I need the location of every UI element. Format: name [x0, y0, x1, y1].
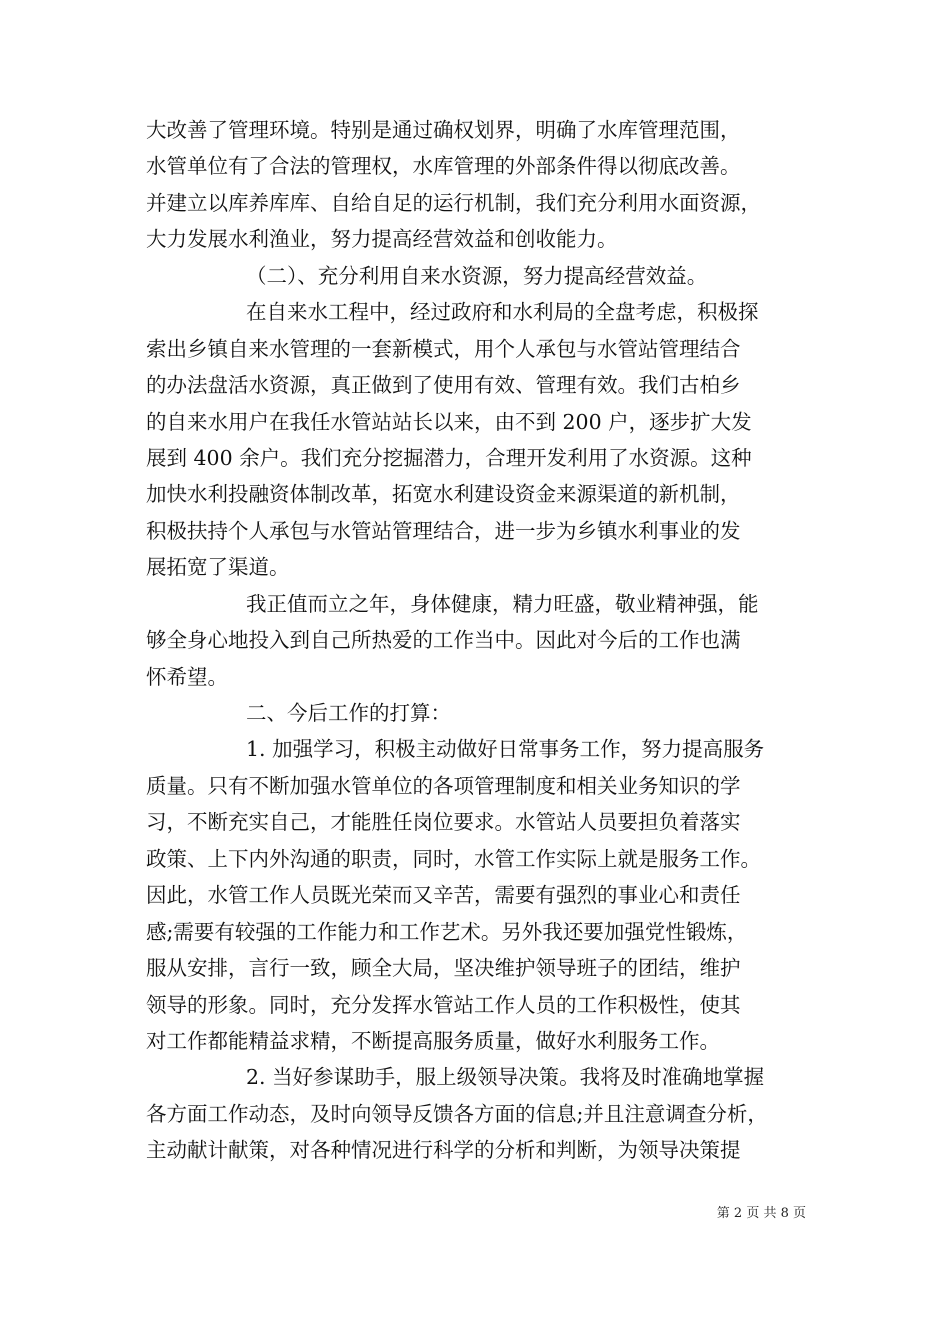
text-line: 的办法盘活水资源，真正做到了使用有效、管理有效。我们古柏乡 [146, 373, 741, 398]
text-line: 的自来水用户在我任水管站站长以来，由不到 200 户，逐步扩大发 [146, 409, 752, 434]
section-heading: 二、今后工作的打算： [246, 701, 451, 725]
text-line: 水管单位有了合法的管理权，水库管理的外部条件得以彻底改善。 [146, 154, 741, 179]
text-line: 因此，水管工作人员既光荣而又辛苦，需要有强烈的事业心和责任 [146, 883, 741, 908]
text-line: 各方面工作动态，及时向领导反馈各方面的信息;并且注意调查分析， [146, 1101, 768, 1126]
text-line: 够全身心地投入到自己所热爱的工作当中。因此对今后的工作也满 [146, 628, 741, 653]
text-line: 展拓宽了渠道。 [146, 555, 290, 580]
paragraph-start-line: 1. 加强学习，积极主动做好日常事务工作，努力提高服务 [246, 737, 765, 762]
text-line: 索出乡镇自来水管理的一套新模式，用个人承包与水管站管理结合 [146, 336, 741, 361]
text-line: 怀希望。 [146, 664, 228, 689]
text-line: 政策、上下内外沟通的职责，同时，水管工作实际上就是服务工作。 [146, 846, 761, 871]
text-line: 质量。只有不断加强水管单位的各项管理制度和相关业务知识的学 [146, 773, 741, 798]
paragraph-start-line: 我正值而立之年，身体健康，精力旺盛，敬业精神强，能 [246, 591, 759, 616]
paragraph-start-line: 2. 当好参谋助手，服上级领导决策。我将及时准确地掌握 [246, 1065, 765, 1090]
section-heading: （二）、充分利用自来水资源，努力提高经营效益。 [246, 263, 708, 288]
text-line: 大力发展水利渔业，努力提高经营效益和创收能力。 [146, 227, 618, 252]
text-line: 对工作都能精益求精，不断提高服务质量，做好水利服务工作。 [146, 1028, 720, 1053]
text-line: 积极扶持个人承包与水管站管理结合，进一步为乡镇水利事业的发 [146, 518, 741, 543]
document-body [146, 112, 808, 1169]
text-line: 并建立以库养库库、自给自足的运行机制，我们充分利用水面资源， [146, 190, 761, 215]
text-line: 主动献计献策，对各种情况进行科学的分析和判断，为领导决策提 [146, 1138, 741, 1163]
text-line: 习，不断充实自己，才能胜任岗位要求。水管站人员要担负着落实 [146, 810, 741, 835]
text-line: 加快水利投融资体制改革，拓宽水利建设资金来源渠道的新机制， [146, 482, 741, 507]
text-line: 服从安排，言行一致，顾全大局，坚决维护领导班子的团结，维护 [146, 956, 741, 981]
text-line: 大改善了管理环境。特别是通过确权划界，明确了水库管理范围， [146, 118, 741, 142]
page-number-footer: 第 2 页 共 8 页 [716, 1206, 806, 1221]
paragraph-start-line: 在自来水工程中，经过政府和水利局的全盘考虑，积极探 [246, 300, 759, 325]
text-line: 展到 400 余户。我们充分挖掘潜力，合理开发利用了水资源。这种 [146, 445, 752, 470]
text-line: 领导的形象。同时，充分发挥水管站工作人员的工作积极性，使其 [146, 992, 741, 1017]
text-line: 感;需要有较强的工作能力和工作艺术。另外我还要加强党性锻炼， [146, 919, 748, 944]
